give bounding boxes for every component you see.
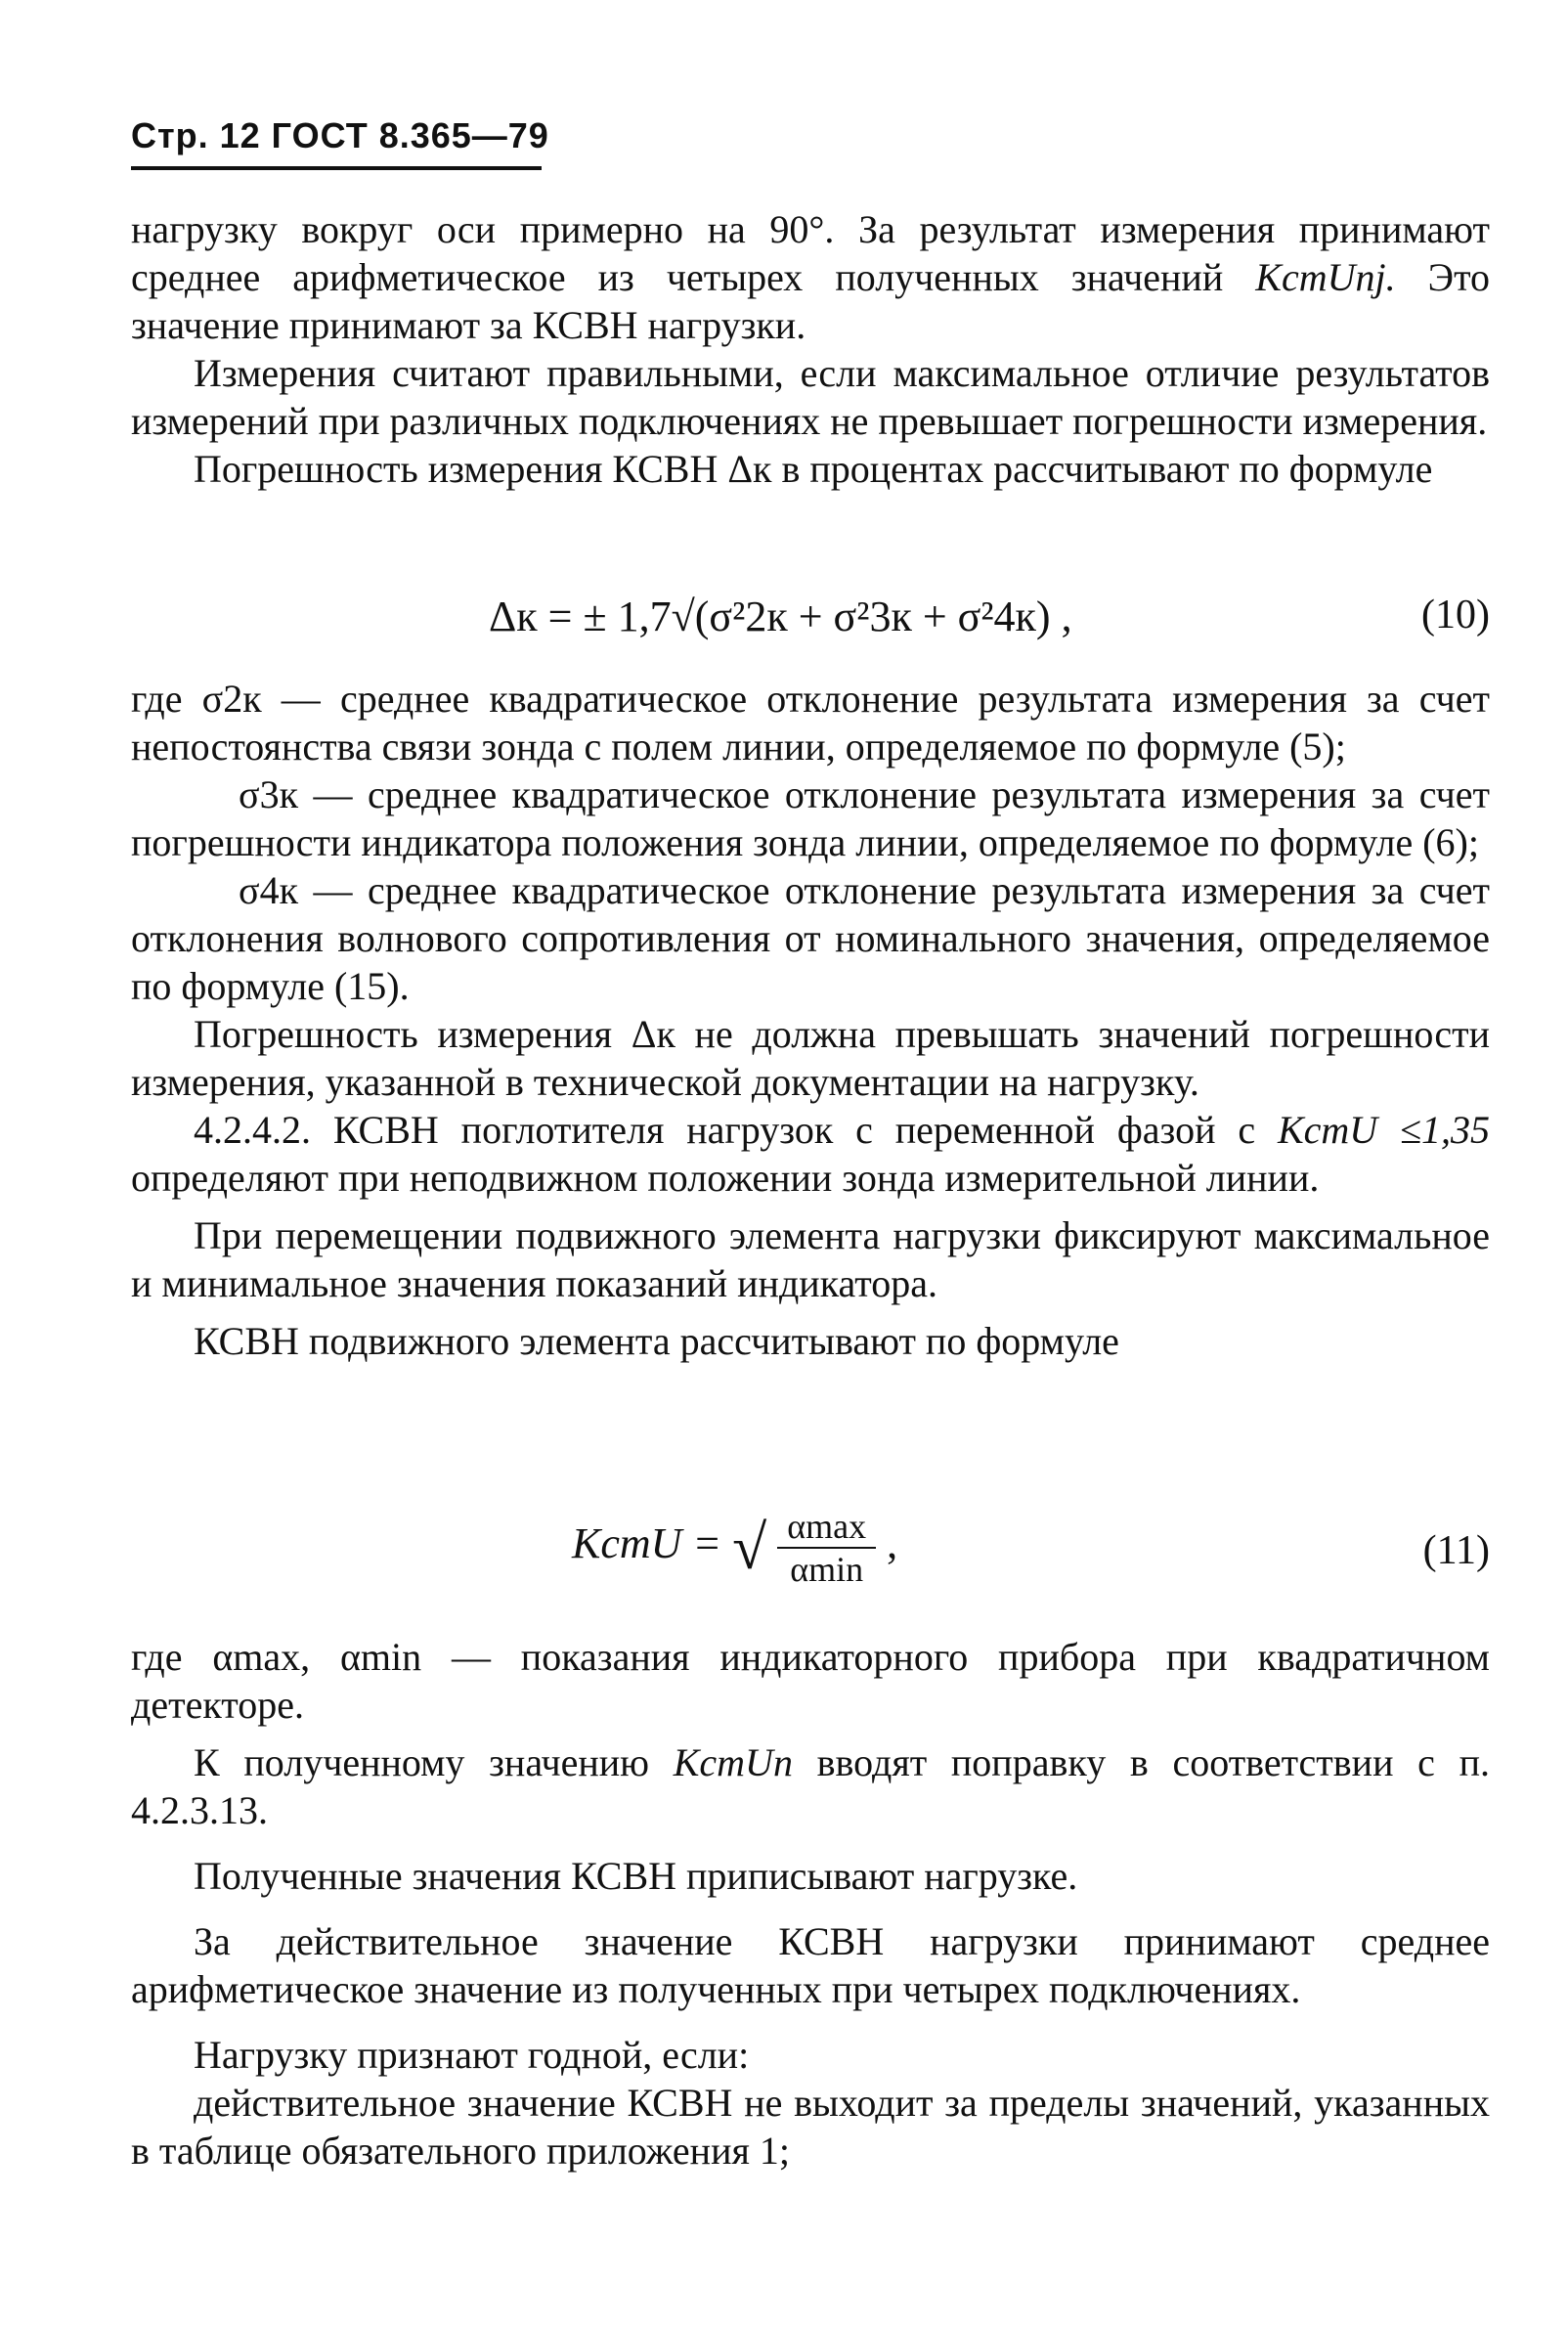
paragraph-11: где αmax, αmin — показания индикаторного прибора при квадратичном детекторе.: [131, 1635, 1490, 1727]
text-block-1: [131, 205, 1490, 493]
fraction-numerator: αmax: [777, 1506, 876, 1549]
paragraph-1-tail: Это значение принимают за КСВН нагрузки.: [131, 255, 1491, 347]
paragraph-5: σ3к — среднее квадратическое отклонение результата измерения за счет погрешности индикатора положения зонда линии, определяемое по формуле (6);: [131, 772, 1490, 864]
formula-11: [572, 1506, 897, 1590]
header-text: Стр. 12 ГОСТ 8.365—79: [131, 115, 549, 155]
page-header: [131, 115, 549, 156]
paragraph-16: действительное значение КСВН не выходит за пределы значений, указанных в таблице обязательного приложения 1;: [131, 2081, 1490, 2173]
paragraph-1-text: нагрузку вокруг оси примерно на 90°. За результат измерения принимают среднее арифметическое из четырех полученных значений: [131, 207, 1490, 299]
paragraph-13: Полученные значения КСВН приписывают нагрузке.: [194, 1854, 1078, 1898]
paragraph-15: Нагрузку признают годной, если:: [194, 2033, 750, 2077]
text-block-2: [131, 675, 1490, 1365]
paragraph-2: Измерения считают правильными, если максимальное отличие результатов измерений при различных подключениях не превышает погрешности измерения.: [131, 351, 1490, 443]
formula-10: [489, 592, 1072, 641]
symbol-kstu-cond: KстU ≤1,35: [1277, 1108, 1490, 1152]
fraction: [777, 1506, 876, 1590]
equation-number-11: (11): [1422, 1528, 1490, 1573]
paragraph-12-text: К полученному значению: [194, 1740, 650, 1784]
symbol-kstun: KстUп: [673, 1740, 793, 1784]
paragraph-10: КСВН подвижного элемента рассчитывают по формуле: [194, 1319, 1119, 1363]
paragraph-1: [131, 205, 1490, 349]
paragraph-9: При перемещении подвижного элемента нагрузки фиксируют максимальное и минимальное значения показаний индикатора.: [131, 1213, 1490, 1305]
paragraph-8-tail: определяют при неподвижном положении зонда измерительной линии.: [131, 1156, 1320, 1200]
fraction-denominator: αmin: [790, 1550, 864, 1589]
sqrt-icon: √: [732, 1513, 767, 1582]
text-block-3: [131, 1633, 1490, 2175]
paragraph-7: Погрешность измерения Δк не должна превышать значений погрешности измерения, указанной в технической документации на нагрузку.: [131, 1012, 1490, 1104]
formula-11-lhs: KстU =: [572, 1519, 722, 1568]
paragraph-6: σ4к — среднее квадратическое отклонение результата измерения за счет отклонения волнового сопротивления от номинального значения, определяемое по формуле (15).: [131, 868, 1490, 1008]
paragraph-12-tail: вводят поправку в соответствии с п. 4.2.3.13.: [131, 1740, 1491, 1832]
paragraph-3: Погрешность измерения КСВН Δк в процентах рассчитывают по формуле: [194, 447, 1433, 491]
symbol-kstunj: KстUпj.: [1255, 255, 1396, 299]
header-rule: [131, 166, 542, 170]
equation-number-10: (10): [1421, 593, 1490, 637]
paragraph-14: За действительное значение КСВН нагрузки принимают среднее арифметическое значение из полученных при четырех подключениях.: [131, 1919, 1490, 2011]
paragraph-8: [131, 1106, 1490, 1202]
paragraph-8-text: 4.2.4.2. КСВН поглотителя нагрузок с переменной фазой с: [194, 1108, 1256, 1152]
paragraph-12: [131, 1738, 1490, 1834]
paragraph-4: где σ2к — среднее квадратическое отклонение результата измерения за счет непостоянства связи зонда с полем линии, определяемое по формуле (5);: [131, 677, 1490, 769]
formula-10-text: Δк = ± 1,7√(σ²2к + σ²3к + σ²4к) ,: [489, 593, 1072, 640]
formula-11-comma: ,: [887, 1519, 898, 1568]
